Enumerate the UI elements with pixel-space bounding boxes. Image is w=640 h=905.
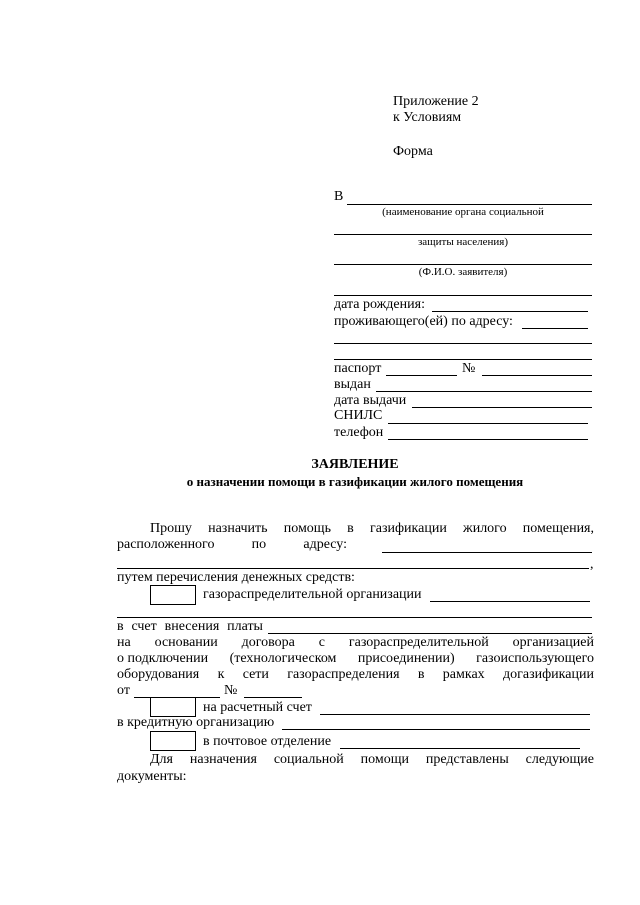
word: внесения bbox=[164, 619, 220, 634]
word: назначить bbox=[208, 521, 268, 536]
word: к bbox=[217, 667, 225, 682]
document-subtitle: о назначении помощи в газификации жилого помещения bbox=[186, 474, 524, 489]
word: по bbox=[251, 537, 267, 552]
issued-by-label: выдан bbox=[334, 377, 371, 392]
word: счет bbox=[131, 619, 157, 634]
form-label: Форма bbox=[393, 144, 433, 159]
word: платы bbox=[227, 619, 263, 634]
property-address-field-2[interactable] bbox=[117, 568, 589, 569]
org-hint-1: (наименование органа социальной bbox=[382, 206, 544, 218]
gas-org-field-2[interactable] bbox=[117, 617, 592, 618]
phone-label: телефон bbox=[334, 425, 384, 440]
from-label: от bbox=[117, 683, 130, 698]
documents-label: документы: bbox=[117, 769, 187, 784]
address-field-2[interactable] bbox=[334, 343, 592, 344]
org-name-line-2 bbox=[334, 234, 592, 235]
birth-date-label: дата рождения: bbox=[334, 297, 425, 312]
contract-number-sign: № bbox=[224, 683, 238, 698]
issue-date-field[interactable] bbox=[412, 407, 592, 408]
word: сети bbox=[242, 667, 269, 682]
word: следующие bbox=[525, 752, 594, 767]
request-line-2 bbox=[117, 538, 347, 552]
gas-org-field-1[interactable] bbox=[430, 601, 590, 602]
transfer-label: путем перечисления денежных средств: bbox=[117, 570, 355, 585]
word: назначения bbox=[189, 752, 257, 767]
bank-account-checkbox[interactable] bbox=[150, 697, 196, 717]
word: на bbox=[117, 635, 131, 650]
word: Прошу bbox=[150, 521, 192, 536]
word: присоединении) bbox=[357, 651, 455, 666]
word: Для bbox=[150, 752, 173, 767]
word: газификации bbox=[370, 521, 447, 536]
snils-label: СНИЛС bbox=[334, 408, 383, 423]
word: расположенного bbox=[117, 537, 215, 552]
bank-account-field[interactable] bbox=[320, 714, 590, 715]
payment-field[interactable] bbox=[268, 633, 592, 634]
appendix-number: Приложение 2 bbox=[393, 94, 479, 109]
gas-org-label: газораспределительной организации bbox=[203, 587, 422, 602]
passport-number-sign: № bbox=[462, 361, 476, 376]
passport-series-field[interactable] bbox=[386, 375, 457, 376]
word: газоиспользующего bbox=[476, 651, 594, 666]
org-hint-2: защиты населения) bbox=[417, 236, 509, 248]
word: социальной bbox=[273, 752, 344, 767]
address-field-1[interactable] bbox=[522, 328, 588, 329]
word: в bbox=[347, 521, 354, 536]
applicant-name-line-2 bbox=[334, 295, 592, 296]
fio-hint: (Ф.И.О. заявителя) bbox=[418, 266, 508, 278]
word: догазификации bbox=[503, 667, 594, 682]
word: оборудования bbox=[117, 667, 200, 682]
word: основании bbox=[154, 635, 218, 650]
word: рамках bbox=[442, 667, 485, 682]
passport-number-field[interactable] bbox=[482, 375, 592, 376]
post-office-field[interactable] bbox=[340, 748, 580, 749]
phone-field[interactable] bbox=[388, 439, 588, 440]
gas-org-checkbox[interactable] bbox=[150, 585, 196, 605]
word: газораспределения bbox=[287, 667, 400, 682]
snils-field[interactable] bbox=[388, 423, 588, 424]
contract-line-1 bbox=[117, 636, 594, 650]
word: помощи bbox=[360, 752, 409, 767]
credit-org-label: в кредитную организацию bbox=[117, 715, 275, 730]
word: с bbox=[318, 635, 325, 650]
bank-account-label: на расчетный счет bbox=[203, 700, 312, 715]
word: организацией bbox=[512, 635, 594, 650]
word: договора bbox=[241, 635, 295, 650]
word: (технологическом bbox=[229, 651, 337, 666]
word: жилого bbox=[463, 521, 507, 536]
contract-number-field[interactable] bbox=[244, 697, 302, 698]
documents-line-1 bbox=[150, 753, 594, 767]
birth-date-field[interactable] bbox=[432, 311, 588, 312]
issued-by-field[interactable] bbox=[376, 391, 592, 392]
comma: , bbox=[590, 557, 594, 572]
to-label: В bbox=[334, 189, 344, 204]
word: помощь bbox=[283, 521, 331, 536]
issue-date-label: дата выдачи bbox=[334, 393, 407, 408]
post-office-label: в почтовое отделение bbox=[203, 734, 332, 749]
request-line-1 bbox=[150, 522, 594, 536]
applicant-name-line bbox=[334, 264, 592, 265]
post-office-checkbox[interactable] bbox=[150, 731, 196, 751]
word: помещения, bbox=[522, 521, 594, 536]
credit-org-field[interactable] bbox=[282, 729, 590, 730]
word: адресу: bbox=[303, 537, 347, 552]
word: о подключении bbox=[117, 651, 209, 666]
payment-line bbox=[117, 620, 263, 634]
property-address-field-1[interactable] bbox=[382, 552, 592, 553]
address-field-3[interactable] bbox=[334, 359, 592, 360]
org-name-line-1 bbox=[347, 204, 592, 205]
appendix-reference: к Условиям bbox=[393, 110, 462, 125]
contract-line-2 bbox=[117, 652, 594, 666]
passport-label: паспорт bbox=[334, 361, 382, 376]
contract-line-3 bbox=[117, 668, 594, 682]
word: газораспределительной bbox=[348, 635, 489, 650]
word: представлены bbox=[425, 752, 509, 767]
word: в bbox=[417, 667, 425, 682]
address-label: проживающего(ей) по адресу: bbox=[334, 314, 513, 329]
document-title: ЗАЯВЛЕНИЕ bbox=[311, 457, 399, 472]
word: в bbox=[117, 619, 124, 634]
